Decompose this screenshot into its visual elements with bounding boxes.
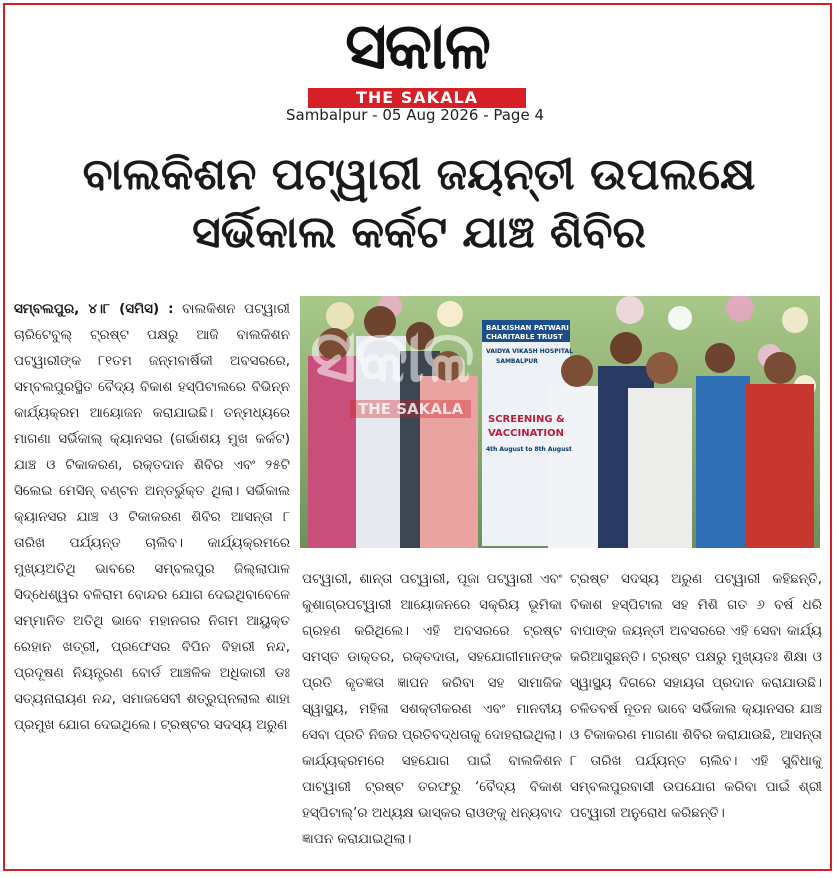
photo-banner-line-1: BALKISHAN PATWARI [486, 324, 569, 332]
newspaper-logo [262, 8, 572, 107]
article-dateline: ସମ୍ବଲପୁର, ୪।୮ (ସମିସ) : [14, 301, 174, 317]
photo-banner-line-3: VAIDYA VIKASH HOSPITAL [486, 348, 573, 355]
edition-dateline: Sambalpur - 05 Aug 2026 - Page 4 [285, 106, 544, 124]
logo-wordmark: ସକାଳ [345, 10, 489, 84]
article-column-1-text: ବାଲକିଶନ ପଟ୍‌ୱାରୀ ଚାରିଟେବୁଲ୍ ଟ୍ରଷ୍ଟ ପକ୍ଷରୁ ଆଜି ବାଲକିଶନ ପଟ୍‌ୱାରୀଙ୍କ ୮୧ତମ ଜନ୍ମବାର୍ଷିକୀ ଅବସରରେ, ସମ୍ବଲପୁରସ୍ଥିତ ବୈଦ୍ୟ ବିକାଶ ହସ୍ପିଟାଲରେ ବିଭିନ୍ନ କାର୍ଯ୍ୟକ୍ରମ ଆୟୋଜନ କରାଯାଇଛି। ତନ୍ମଧ୍ୟରେ ମାଗଣା ସର୍ଭିକାଲ୍ କ୍ୟାନସର (ଗର୍ଭାଶୟ ମୁଖ କର୍କଟ) ଯାଞ୍ଚ ଓ ଟିକାକରଣ, ରକ୍ତଦାନ ଶିବିର ଏବଂ ୨୫ଟି ସିଲେଇ ମେସିନ୍ ବଣ୍ଟନ ଅନ୍ତର୍ଭୁକ୍ତ ଥିଲା। ସର୍ଭିକାଲ କ୍ୟାନସର ଯାଞ୍ଚ ଓ ଟିକାକରଣ ଶିବିର ଆସନ୍ତା ୮ ତାରିଖ ପର୍ଯ୍ୟନ୍ତ ଚାଲିବ। କାର୍ଯ୍ୟକ୍ରମରେ ମୁଖ୍ୟଅତିଥି ଭାବରେ ସମ୍ବଲପୁର ଜିଲ୍ଲାପାଳ ସିଦ୍ଧେଶ୍ୱର ବଳିରାମ ବୋନ୍ଦର ଯୋଗ ଦେଇଥିବାବେଳେ ସମ୍ମାନିତ ଅତିଥି ଭାବେ ମହାନଗର ନିଗମ ଆୟୁକ୍ତ ରେହାନ ଖତ୍ରୀ, ପ୍ରଫେସର ବିପିନ ବିହାରୀ ନନ୍ଦ, ପ୍ରଦୂଷଣ ନିୟନ୍ତ୍ରଣ ବୋର୍ଡ ଆଞ୍ଚଳିକ ଅଧିକାରୀ ଡଃ ସତ୍ୟନାରାୟଣ ନନ୍ଦ, ସମାଜସେବୀ ଶତ୍ରୁଘ୍ନଲାଲ ଶାହା ପ୍ରମୁଖ ଯୋଗ ଦେଇଥିଲେ। ଟ୍ରଷ୍ଟର ସଦସ୍ୟ ଅରୁଣ [14, 301, 291, 733]
logo-band: THE SAKALA [308, 88, 526, 108]
event-photo [300, 296, 820, 548]
headline [14, 146, 824, 262]
photo-banner-line-5: SCREENING & [488, 414, 565, 425]
headline-line-2: ସର୍ଭିକାଲ କର୍କଟ ଯାଞ୍ଚ ଶିବିର [192, 207, 646, 258]
article-column-1 [14, 296, 290, 738]
photo-banner-line-2: CHARITABLE TRUST [486, 333, 563, 341]
article-column-3: ଟ୍ରଷ୍ଟ ସଦସ୍ୟ ଅରୁଣ ପଟ୍‌ୱାରୀ କହିଛନ୍ତି, ବିକାଶ ହସ୍ପିଟାଲ ସହ ମିଶି ଗତ ୬ ବର୍ଷ ଧରି ବାପାଙ୍କ ଜୟନ୍ତୀ ଅବସରରେ ଏହି ସେବା କାର୍ଯ୍ୟ କରିଆସୁଛନ୍ତି। ଟ୍ରଷ୍ଟ ପକ୍ଷରୁ ମୁଖ୍ୟତଃ ଶିକ୍ଷା ଓ ସ୍ୱାସ୍ଥ୍ୟ ଦିଗରେ ସହାୟତା ପ୍ରଦାନ କରାଯାଉଛି। ଚଳିତବର୍ଷ ନୂତନ ଭାବେ ସର୍ଭିକାଲ କ୍ୟାନସର ଯାଞ୍ଚ ଓ ଟିକାକରଣ ମାଗଣା ଶିବିର କରାଯାଉଛି, ଆସନ୍ତା ୮ ତାରିଖ ପର୍ଯ୍ୟନ୍ତ ଚାଲିବ। ଏହି ସୁବିଧାକୁ ସମ୍ବଲପୁରବାସୀ ଉପଯୋଗ କରିବା ପାଇଁ ଶ୍ରୀ ପଟ୍‌ୱାରୀ ଅନୁରୋଧ କରିଛନ୍ତି। [570, 571, 822, 821]
photo-banner-line-7: 4th August to 8th August [486, 446, 572, 453]
headline-line-1: ବାଲକିଶନ ପଟ୍‌ୱାରୀ ଜୟନ୍ତୀ ଉପଲକ୍ଷେ [82, 149, 756, 200]
article-column-2: ପଟ୍‌ୱାରୀ, ଶାନ୍ତା ପଟ୍‌ୱାରୀ, ପୂଜା ପଟ୍‌ୱାରୀ ଏବଂ କୁଶାଗ୍ରପଟ୍‌ୱାରୀ ଆୟୋଜନରେ ସକ୍ରିୟ ଭୂମିକା ଗ୍ରହଣ କରିଥିଲେ। ଏହି ଅବସରରେ ଟ୍ରଷ୍ଟ ସମସ୍ତ ଡାକ୍ତର, ରକ୍ତଦାତା, ସହଯୋଗୀମାନଙ୍କ ପ୍ରତି କୃତଜ୍ଞତା ଜ୍ଞାପନ କରିବା ସହ ସାମାଜିକ ସ୍ୱାସ୍ଥ୍ୟ, ମହିଳା ସଶକ୍ତୀକରଣ ଏବଂ ମାନବୀୟ ସେବା ପ୍ରତି ନିଜର ପ୍ରତିବଦ୍ଧତାକୁ ଦୋହରାଇଥିଲା। କାର୍ଯ୍ୟକ୍ରମରେ ସହଯୋଗ ପାଇଁ ବାଲକିଶନ ପାଟ୍‌ୱାରୀ ଟ୍ରଷ୍ଟ ତରଫରୁ ‘ବୈଦ୍ୟ ବିକାଶ ହସ୍ପିଟାଲ୍’ର ଅଧ୍ୟକ୍ଷ ଭାସ୍କର ରାଓଙ୍କୁ ଧନ୍ୟବାଦ ଜ୍ଞାପନ କରାଯାଇଥିଲା। [302, 571, 562, 847]
photo-watermark-logo: ସକାଳ [310, 314, 473, 398]
photo-banner-line-4: SAMBALPUR [496, 358, 538, 365]
photo-banner-line-6: VACCINATION [488, 428, 564, 439]
photo-watermark-band: THE SAKALA [350, 400, 471, 418]
